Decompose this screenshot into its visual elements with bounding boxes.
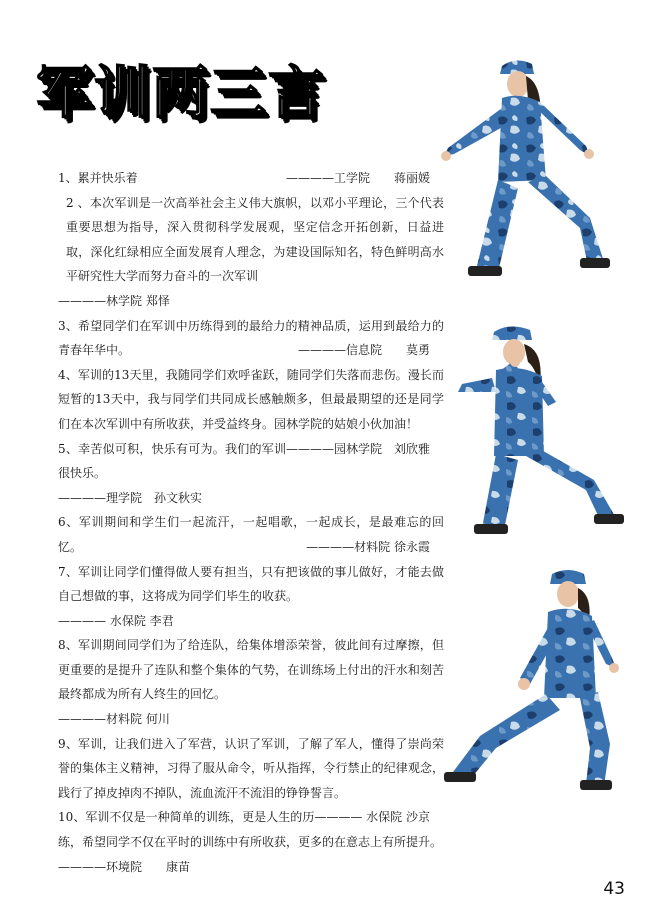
paragraph-1 bbox=[58, 166, 444, 191]
paragraph-5: 5、幸苦似可积，快乐有可为。我们的军训很快乐。 bbox=[58, 441, 286, 481]
article-body bbox=[58, 166, 444, 879]
paragraph-4 bbox=[58, 363, 444, 456]
paragraph-6-signature: ————材料院 徐永霞 bbox=[306, 539, 430, 554]
soldier-photo-3 bbox=[440, 568, 625, 798]
page-number: 43 bbox=[603, 879, 625, 899]
paragraph-10-signature: ————环境院 康苗 bbox=[58, 859, 191, 874]
paragraph-9-signature: ———— 水保院 沙京 bbox=[314, 810, 430, 825]
paragraph-5-signature: ————理学院 孙文秋实 bbox=[58, 490, 203, 505]
paragraph-4-signature: ————园林学院 刘欣雅 bbox=[285, 441, 430, 456]
paragraph-7: 7、军训让同学们懂得做人要有担当，只有把该做的事儿做好，才能去做自己想做的事，这将成为同学们毕生的收获。 bbox=[58, 564, 444, 604]
paragraph-9-text: 9、军训，让我们进入了军营，认识了军训，了解了军人，懂得了崇尚荣誉的集体主义精神，习得了服从命令，听从指挥，令行禁止的纪律观念，践行了掉皮掉肉不掉队，流血流汗不流泪的铮铮誓言。 bbox=[58, 736, 444, 800]
paragraph-9 bbox=[58, 732, 444, 825]
paragraph-3-signature: ————信息院 莫勇 bbox=[297, 343, 430, 358]
paragraph-3 bbox=[58, 314, 444, 363]
paragraph-8: 8、军训期间同学们为了给连队，给集体增添荣誉，彼此间有过摩擦，但更重要的是提升了连队和整个集体的气势，在训练场上付出的汗水和刻苦最终都成为所有人终生的回忆。 bbox=[58, 638, 444, 702]
paragraph-4-text: 4、军训的13天里，我随同学们欢呼雀跃，随同学们失落而悲伤。漫长而短暂的13天中，我与同学们共同成长感触颇多，但最最期望的还是同学们在本次军训中有所收获，并受益终身。园林学院的姑娘小伙加油！ bbox=[58, 367, 444, 431]
soldier-photo-2 bbox=[452, 322, 632, 542]
paragraph-1-signature: ————工学院 蒋丽媛 bbox=[285, 171, 430, 185]
paragraph-2-signature: ————林学院 郑怿 bbox=[58, 293, 170, 308]
paragraph-6 bbox=[58, 510, 444, 559]
paragraph-2: 2 、本次军训是一次高举社会主义伟大旗帜，以邓小平理论，三个代表重要思想为指导，深入贯彻科学发展观，坚定信念开拓创新，日益进取，深化红绿相应全面发展育人理念，为建设国际知名，特色鲜明高水平研究性大学而努力奋斗的一次军训 bbox=[66, 195, 444, 284]
paragraph-7-signature: ———— 水保院 李君 bbox=[58, 613, 174, 628]
page-title: 军训两三言 bbox=[36, 61, 326, 126]
soldier-photo-1 bbox=[440, 58, 620, 283]
paragraph-10: 10、军训不仅是一种简单的训练，更是人生的历练，希望同学不仅在平时的训练中有所收获，更多的在意志上有所提升。 bbox=[58, 810, 443, 850]
paragraph-3-text: 3、希望同学们在军训中历练得到的最给力的精神品质，运用到最给力的青春年华中。 bbox=[58, 318, 444, 358]
paragraph-8-signature: ————材料院 何川 bbox=[58, 712, 170, 727]
paragraph-1-text: 1、累并快乐着 bbox=[58, 171, 138, 185]
paragraph-6-text: 6、军训期间和学生们一起流汗，一起唱歌，一起成长，是最难忘的回忆。 bbox=[58, 515, 444, 554]
